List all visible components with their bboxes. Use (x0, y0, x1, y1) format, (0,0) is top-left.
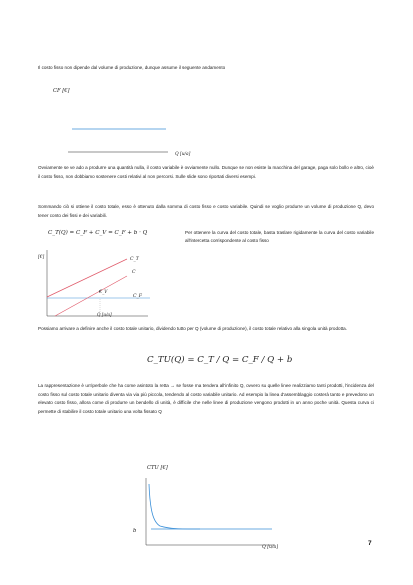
total-cost-y-label: [€] (38, 255, 45, 260)
paragraph-hyperbola: La rappresentazione è un'iperbole che ha come asintoto la retta → se fosse ma tendera all'infinito Q, ovvero su quelle linee realizziamo tanti prodotti, l'incidenza del costo fisso sul costo totale unitario diventa via via più piccola, tendendo al costo variabile unitario. Ad esempio la linea d'assemblaggio costerà tanto e prevedono un elevato costo fisso, allora come di produrre un bendello di unità, è difficile che nelle linee di produzione vengono prodotti in un anno poche unità. Questa curva ci permette di stabilire il costo totale unitario una volta fissato Q (38, 383, 374, 414)
cost-label: C (132, 270, 136, 275)
unit-cost-y-label: CTU [€] (147, 465, 168, 471)
unit-cost-curve (149, 484, 200, 529)
paragraph-curve-note: Per ottenere la curva del costo totale, basta traslare rigidamente la curva del costo variabile all'intercetta corrispondente al costo fisso (185, 230, 374, 244)
variable-cost-label: C_V (99, 289, 108, 294)
variable-cost-series (55, 276, 127, 316)
unit-cost-x-label: Q [u/a] (262, 545, 279, 550)
total-cost-label: C_T (130, 257, 139, 262)
unit-cost-figure (146, 478, 275, 545)
total-cost-series (47, 259, 127, 297)
fixed-cost-y-label: CF [€] (53, 88, 70, 94)
total-cost-formula: C_T(Q) = C_F + C_V = C_F + b · Q (48, 230, 148, 236)
total-cost-x-label: Q [u/a] (97, 312, 112, 317)
fixed-cost-x-label: Q [u/a] (175, 152, 191, 157)
paragraph-fixed-cost: Il costo fisso non dipende dal volume di produzione, dunque assume il seguente andamento (38, 65, 226, 70)
paragraph-unit-cost: Possiamo arrivare a definire anche il costo totale unitario, dividendo tutto per Q (volume di produzione), il costo totale relativo alla singola unità prodotta. (38, 326, 347, 331)
unit-cost-formula: C_TU(Q) = C_T / Q = C_F / Q + b (147, 355, 293, 365)
page-number: 7 (368, 540, 372, 547)
fixed-cost-label: C_F (133, 294, 142, 299)
paragraph-variable-cost: Ovviamente se ve ado a produrre una quantità nulla, il costo variabile è ovviamente nullo. Dunque se non esiste la macchina del garage, paga solo bollo e altro, cioè il costo fisso, non dobbiamo sostenere costi relativi al non percorsi. Sulle slide sono riportati diversi esempi. (38, 165, 374, 179)
paragraph-total-cost: Sommando ciò si ottiene il costo totale, esso è ottenuto dalla somma di costo fisso e costo variabile. Quindi se voglio produrre un volume di produzione Q, devo tener conto dei fissi e dei variabili. (38, 204, 374, 218)
asymptote-label: b (133, 528, 137, 534)
